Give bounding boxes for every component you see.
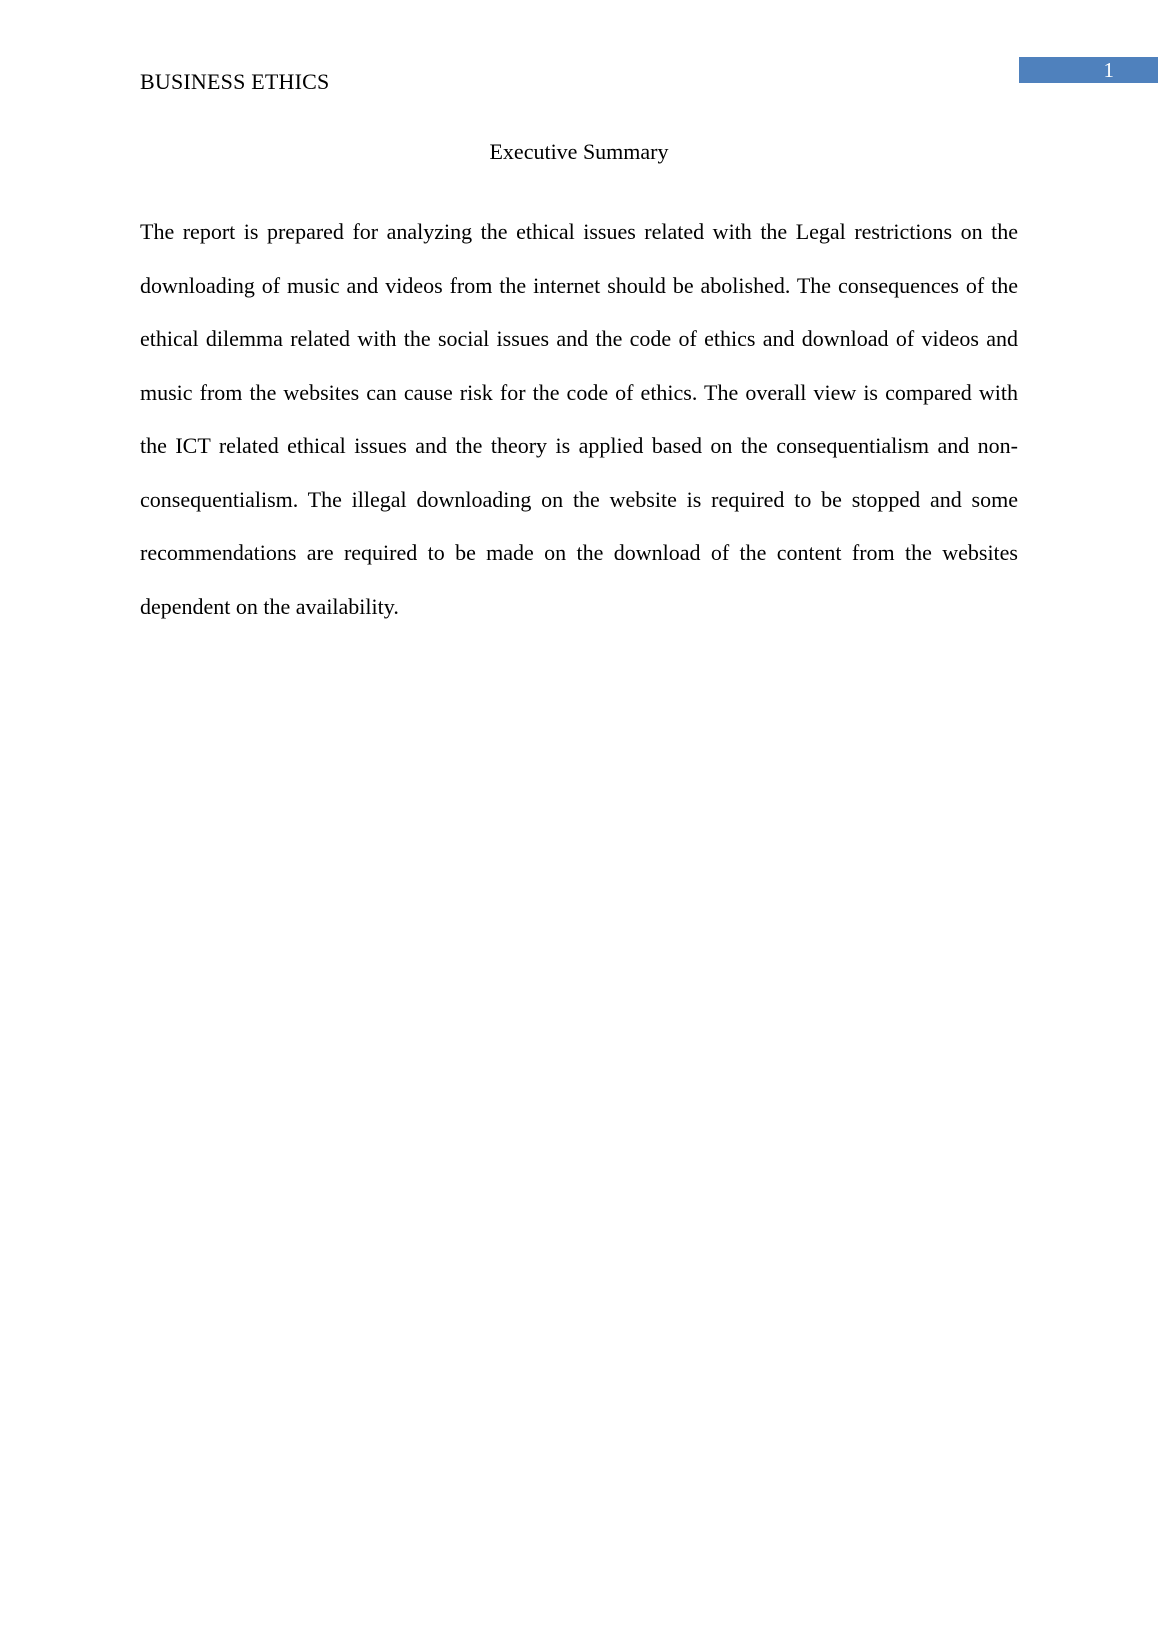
section-heading: Executive Summary bbox=[489, 139, 669, 164]
running-header-title: BUSINESS ETHICS bbox=[140, 69, 330, 94]
page-number-badge: 1 bbox=[1019, 57, 1158, 83]
body-paragraph: The report is prepared for analyzing the ethical issues related with the Legal restrictions on the downloading of music and videos from the internet should be abolished. The consequences of the ethical dilemma related with the social issues and the code of ethics and download of videos and music from the websites can cause risk for the code of ethics. The overall view is compared with the ICT related ethical issues and the theory is applied based on the consequentialism and non-consequentialism. The illegal downloading on the website is required to be stopped and some recommendations are required to be made on the download of the content from the websites dependent on the availability. bbox=[140, 219, 1018, 619]
